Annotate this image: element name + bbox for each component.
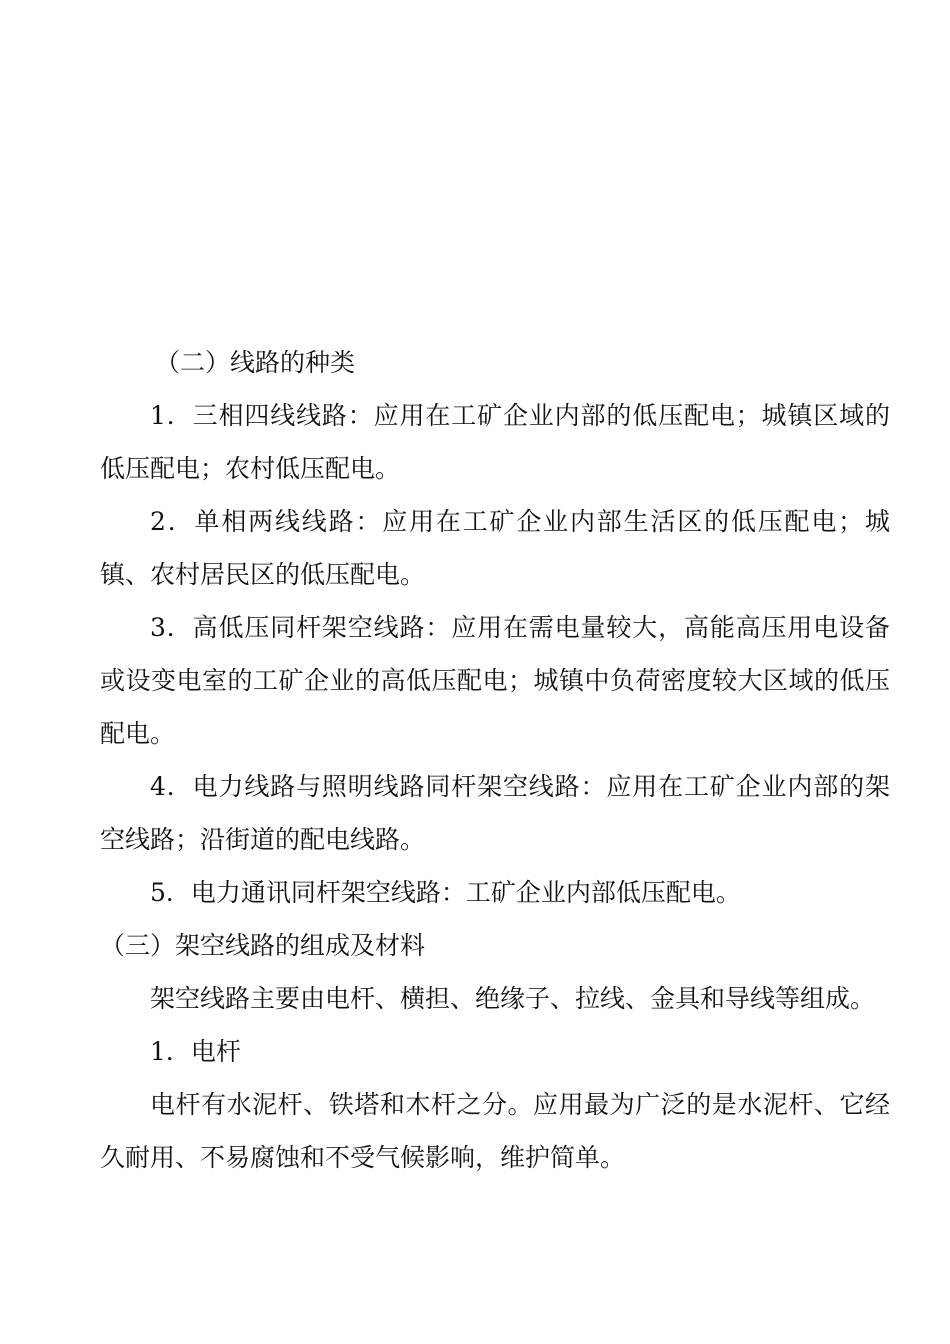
paragraph-three-phase-four-wire: 1．三相四线线路：应用在工矿企业内部的低压配电；城镇区域的低压配电；农村低压配电。 bbox=[100, 401, 890, 483]
section-heading-line-types: （二）线路的种类 bbox=[155, 348, 356, 377]
paragraph-power-lighting-same-pole: 4．电力线路与照明线路同杆架空线路：应用在工矿企业内部的架空线路；沿街道的配电线路。 bbox=[100, 772, 890, 854]
subheading-utility-pole: 1．电杆 bbox=[150, 1037, 241, 1066]
document-body bbox=[100, 336, 890, 1184]
section-heading-overhead-line-components: （三）架空线路的组成及材料 bbox=[100, 931, 426, 960]
paragraph-high-low-voltage-same-pole: 3．高低压同杆架空线路：应用在需电量较大，高能高压用电设备或设变电室的工矿企业的高低压配电；城镇中负荷密度较大区域的低压配电。 bbox=[100, 613, 890, 748]
paragraph-single-phase-two-wire: 2．单相两线线路：应用在工矿企业内部生活区的低压配电；城镇、农村居民区的低压配电。 bbox=[100, 507, 890, 589]
paragraph-components-intro: 架空线路主要由电杆、横担、绝缘子、拉线、金具和导线等组成。 bbox=[150, 984, 876, 1013]
paragraph-utility-pole-types: 电杆有水泥杆、铁塔和木杆之分。应用最为广泛的是水泥杆、它经久耐用、不易腐蚀和不受气候影响，维护简单。 bbox=[100, 1090, 890, 1172]
paragraph-power-telecom-same-pole: 5．电力通讯同杆架空线路：工矿企业内部低压配电。 bbox=[150, 878, 741, 907]
